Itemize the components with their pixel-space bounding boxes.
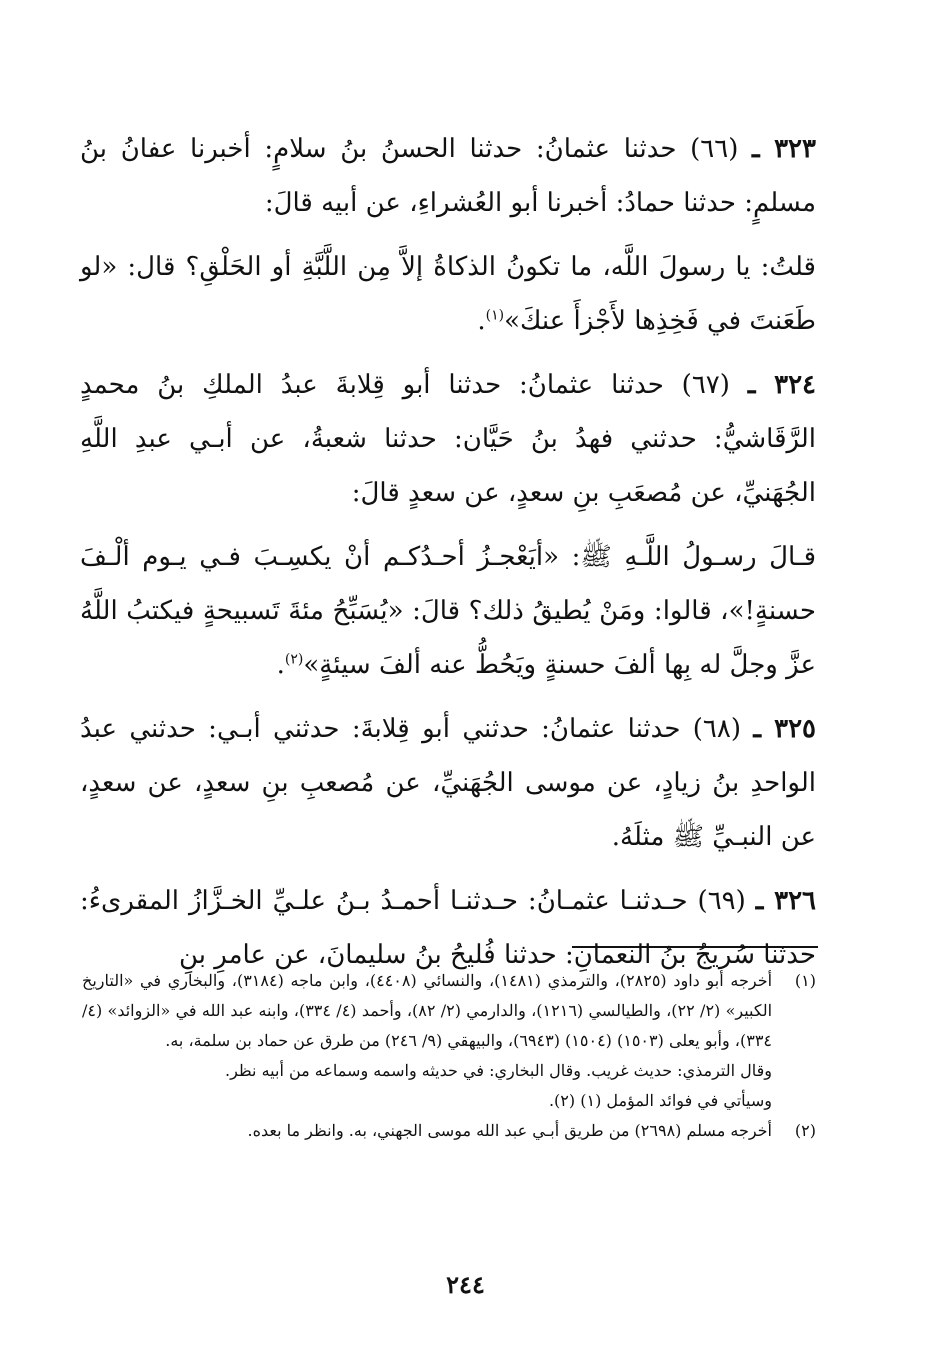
footnote-ref[interactable]: (١) [485, 307, 505, 324]
paragraph-324 [80, 358, 816, 520]
hadith-number: ٣٢٣ ـ [752, 134, 816, 164]
paragraph-323-matn: قلتُ: يا رسولَ اللَّه، ما تكونُ الذكاةُ إلاَّ مِن اللَّبَّةِ أو الحَلْقِ؟ قال: «لو طَعَنتَ في فَخِذِها لأَجْزأَ عنكَ»$^{(١)}$. [80, 252, 816, 336]
paragraph-text: (٦٩) حـدثنـا عثمـانُ: حـدثنـا أحمـدُ بـنُ علـيِّ الخـزَّازُ المقرىءُ: حدثنا سُريجُ بنُ النعمانِ: حدثنا فُليحُ بنُ سليمانَ، عن عامرِ بنِ [80, 886, 816, 970]
footnote-line: أخرجه أبو داود (٢٨٢٥)، والترمذي (١٤٨١)، والنسائي (٤٤٠٨)، وابن ماجه (٣١٨٤)، والبخاري في «التاريخ الكبير» (٢/ ٢٢)، والطيالسي (١٢١٦)، والدارمي (٢/ ٨٢)، وأحمد (٤/ ٣٣٤)، وابنه عبد الله في «الزوائد» (٤/ ٣٣٤)، وأبو يعلى (١٥٠٣) (١٥٠٤) (٦٩٤٣)، والبيهقي (٩/ ٢٤٦) من طرق عن حماد بن سلمة، به. [82, 971, 773, 1050]
page-number: ٢٤٤ [446, 1270, 485, 1299]
paragraph-324-matn: قـالَ رسـولُ اللَّـهِ ﷺ: «أيَعْجـزُ أحـدُكـم أنْ يكسِـبَ فـي يـوم ألْـفَ حسنةٍ!»، قالوا: ومَنْ يُطيقُ ذلك؟ قالَ: «يُسَبِّحُ مئةَ تَسبيحةٍ فيكتبُ اللَّهُ عزَّ وجلَّ له بِها ألفَ حسنةٍ ويَحُطُّ عنه ألفَ سيئةٍ»$^{(٢)}$. [80, 542, 816, 680]
hadith-number: ٣٢٤ ـ [747, 370, 817, 400]
footnote-number: (١) [794, 971, 816, 990]
paragraph-text: (٦٦) حدثنا عثمانُ: حدثنا الحسنُ بنُ سلامٍ: أخبرنا عفانُ بنُ مسلمٍ: حدثنا حمادُ: أخبرنا أبو العُشراءِ، عن أبيه قالَ: [80, 134, 816, 218]
paragraph-text: (٦٧) حدثنا عثمانُ: حدثنا أبو قِلابةَ عبدُ الملكِ بنُ محمدٍ الرَّقَاشيُّ: حدثني فهدُ بنُ حَيَّان: حدثنا شعبةُ، عن أبـي عبدِ اللَّهِ الجُهَنيِّ، عن مُصعَبِ بنِ سعدٍ، عن سعدٍ قالَ: [80, 370, 816, 508]
paragraph-325 [80, 702, 816, 864]
footnote-1 [82, 966, 816, 1116]
hadith-number: ٣٢٥ ـ [753, 714, 817, 744]
paragraph-323 [80, 122, 816, 230]
footnotes [82, 966, 816, 1146]
footnote-ref[interactable]: (٢) [284, 651, 304, 668]
footnote-body [82, 966, 772, 1116]
footnote-line: أخرجه مسلم (٢٦٩٨) من طريق أبـي عبد الله موسى الجهني، به. وانظر ما بعده. [247, 1121, 772, 1140]
footnote-separator [572, 946, 818, 948]
footnote-2 [82, 1116, 816, 1146]
hadith-number: ٣٢٦ ـ [755, 886, 817, 916]
footnote-line: وقال الترمذي: حديث غريب. وقال البخاري: في حديثه واسمه وسماعه من أبيه نظر. [225, 1061, 772, 1080]
main-text [80, 122, 816, 992]
paragraph-text: (٦٨) حدثنا عثمانُ: حدثني أبو قِلابةَ: حدثني أبـي: حدثني عبدُ الواحدِ بنُ زيادٍ، عن موسى الجُهَنيِّ، عن مُصعبِ بنِ سعدٍ، عن سعدٍ، عن النبـيِّ ﷺ مثلَهُ. [80, 714, 816, 852]
paragraph-text: قلتُ: يا رسولَ اللَّه، ما تكونُ الذكاةُ إلاَّ مِن اللَّبَّةِ أو الحَلْقِ؟ قال: «لو طَعَنتَ في فَخِذِها لأَجْزأَ عنكَ» [80, 252, 816, 336]
footnote-number: (٢) [794, 1121, 816, 1140]
footnote-body [82, 1116, 772, 1146]
paragraph-text: قـالَ رسـولُ اللَّـهِ ﷺ: «أيَعْجـزُ أحـدُكـم أنْ يكسِـبَ فـي يـوم ألْـفَ حسنةٍ!»، قالوا: ومَنْ يُطيقُ ذلك؟ قالَ: «يُسَبِّحُ مئةَ تَسبيحةٍ فيكتبُ اللَّهُ عزَّ وجلَّ له بِها ألفَ حسنةٍ ويَحُطُّ عنه ألفَ سيئةٍ» [80, 542, 816, 680]
footnote-line: وسيأتي في فوائد المؤمل (١) (٢). [548, 1091, 772, 1110]
